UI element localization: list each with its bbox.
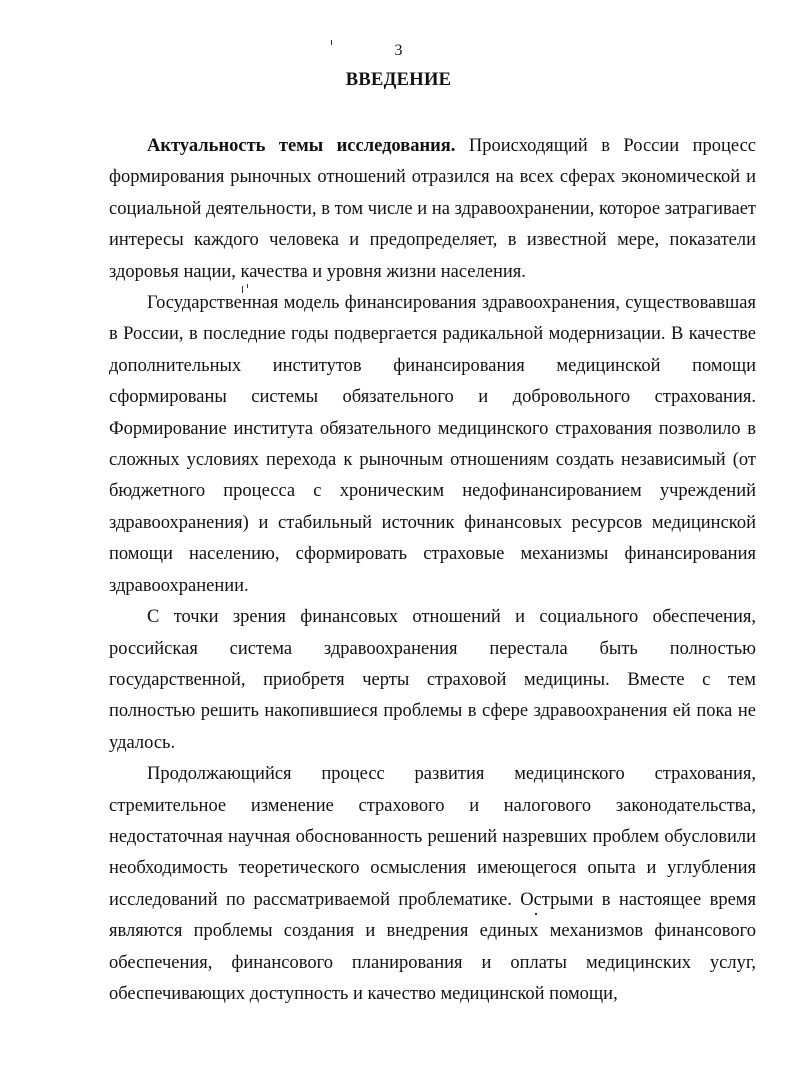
scan-speck: [247, 284, 248, 288]
paragraph-relevance: [109, 131, 756, 288]
page-number: 3: [394, 42, 403, 59]
scan-speck: [535, 913, 537, 915]
paragraph-lead: Актуальность темы исследования.: [147, 136, 456, 156]
paragraph-ongoing-process: Продолжающийся процесс развития медицинского страхования, стремительное изменение страхового и налогового законодательства, недостаточная научная обоснованность решений назревших проблем обусловили необходимость теоретического осмысления имеющегося опыта и углубления исследований по рассматриваемой проблематике. Острыми в настоящее время являются проблемы создания и внедрения единых механизмов финансового обеспечения, финансового планирования и оплаты медицинских услуг, обеспечивающих доступность и качество медицинской помощи,: [109, 764, 756, 1004]
section-title: ВВЕДЕНИЕ: [345, 70, 452, 90]
scan-speck: [331, 40, 332, 45]
body-text: [109, 131, 756, 1010]
paragraph-financial-relations: С точки зрения финансовых отношений и социального обеспечения, российская система здравоохранения перестала быть полностью государственной, приобретя черты страховой медицины. Вместе с тем полностью решить накопившиеся проблемы в сфере здравоохранения ей пока не удалось.: [109, 607, 756, 753]
scan-speck: [242, 286, 243, 293]
paragraph-text: Происходящий в России процесс формирования рыночных отношений отразился на всех сферах экономической и социальной деятельности, в том числе и на здравоохранении, которое затрагивает интересы каждого человека и предопределяет, в известной мере, показатели здоровья нации, качества и уровня жизни населения.: [109, 136, 757, 282]
paragraph-state-model: Государственная модель финансирования здравоохранения, существовавшая в России, в последние годы подвергается радикальной модернизации. В качестве дополнительных институтов финансирования медицинской помощи сформированы системы обязательного и добровольного страхования. Формирование института обязательного медицинского страхования позволило в сложных условиях перехода к рыночным отношениям создать независимый (от бюджетного процесса с хроническим недофинансированием учреждений здравоохранения) и стабильный источник финансовых ресурсов медицинской помощи населению, сформировать страховые механизмы финансирования здравоохранении.: [109, 293, 756, 596]
